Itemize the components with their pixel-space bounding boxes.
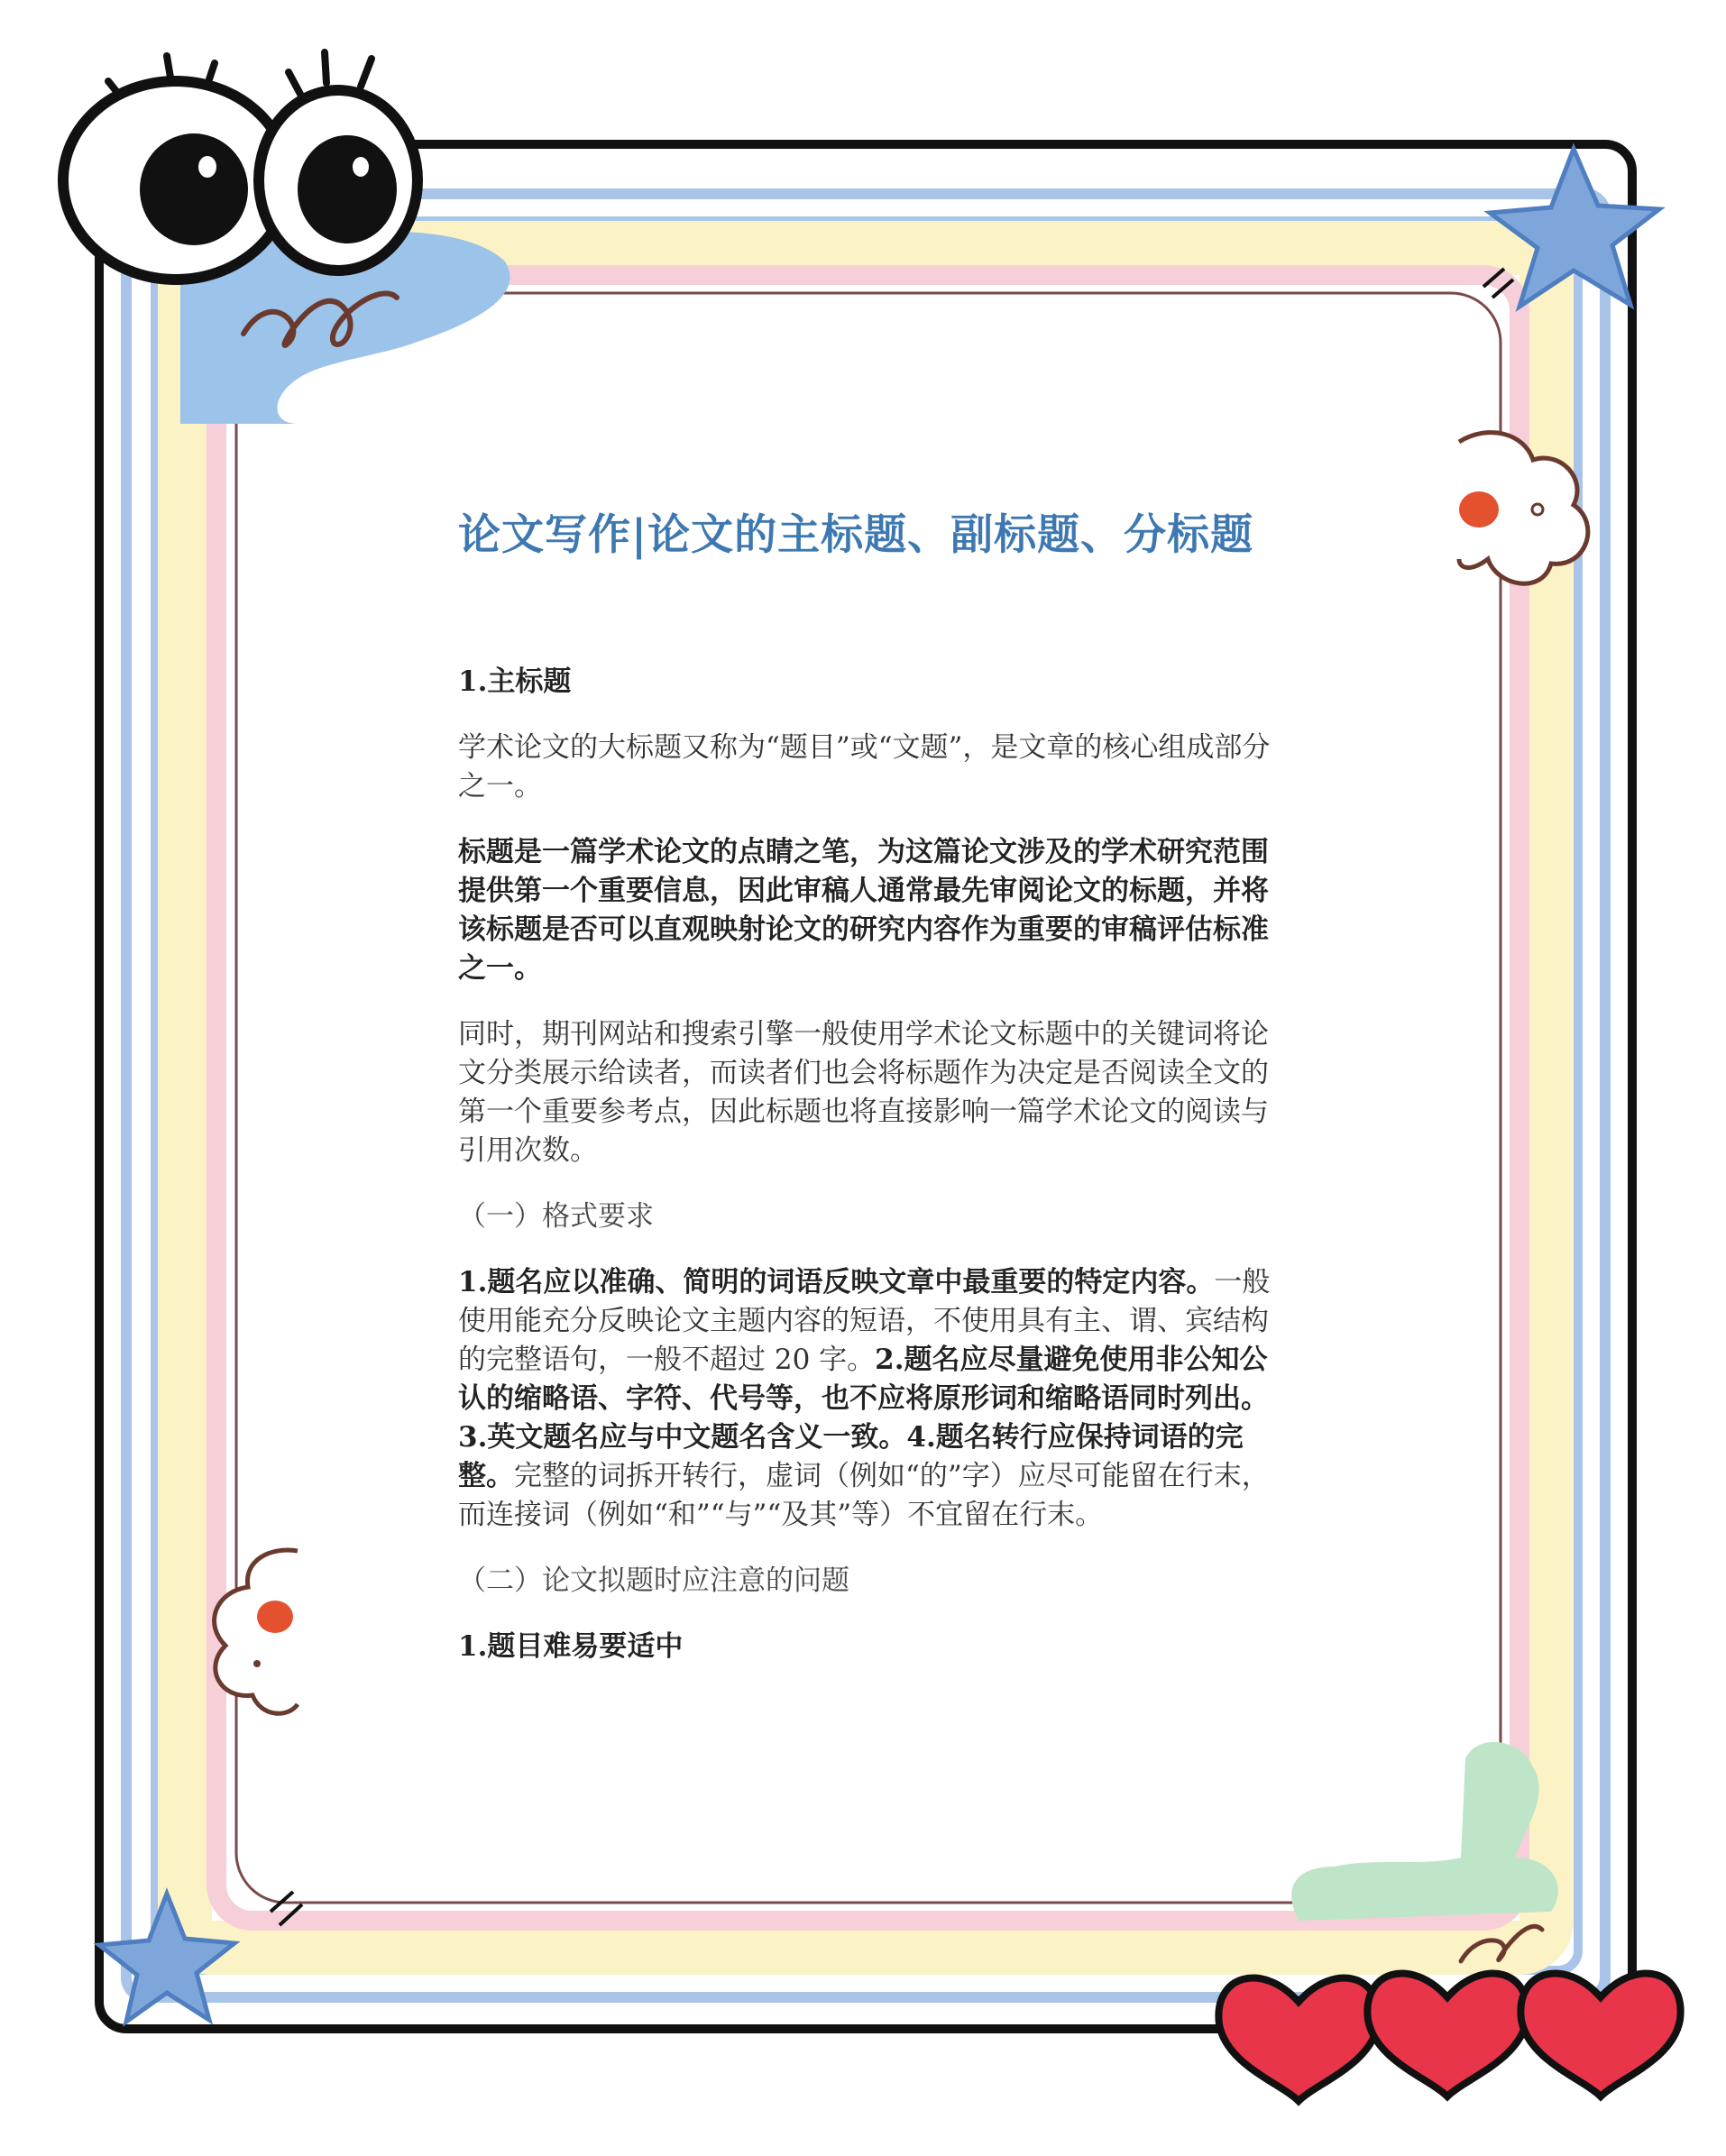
paragraph-bold: 标题是一篇学术论文的点睛之笔，为这篇论文涉及的学术研究范围提供第一个重要信息，因此审稿人通常最先审阅论文的标题，并将该标题是否可以直观映射论文的研究内容作为重要的审稿评估标准之一。 <box>458 836 1269 985</box>
rule-2-bold: 2.题名应尽量避免使用非公知公认的缩略语、字符、代号等，也不应将原形词和缩略语同时列出。 <box>458 1344 1269 1415</box>
paragraph: 同时，期刊网站和搜索引擎一般使用学术论文标题中的关键词将论文分类展示给读者，而读者们也会将标题作为决定是否阅读全文的第一个重要参考点，因此标题也将直接影响一篇学术论文的阅读与引用次数。 <box>458 1018 1269 1167</box>
rules-paragraph <box>458 1263 1290 1535</box>
subsection-heading: （二）论文拟题时应注意的问题 <box>458 1564 849 1597</box>
page-title: 论文写作|论文的主标题、副标题、分标题 <box>458 510 1254 560</box>
section-heading: 1.题目难易要适中 <box>458 1630 684 1663</box>
rule-3-bold: 3.英文题名应与中文题名含义一致。 <box>458 1421 907 1454</box>
heart-icon <box>1218 1974 1680 2101</box>
rule-4-text: 完整的词拆开转行，虚词（例如“的”字）应尽可能留在行末，而连接词（例如“和”“与”“及其”等）不宜留在行末。 <box>458 1460 1270 1531</box>
section-heading: 1.主标题 <box>458 665 572 698</box>
rule-1-bold: 1.题名应以准确、简明的词语反映文章中最重要的特定内容。 <box>458 1266 1215 1298</box>
rule-4-bold: 4.题名转行应保持词语的完整。 <box>458 1421 1244 1492</box>
eyes-icon <box>63 52 418 280</box>
rule-1-text: 一般使用能充分反映论文主题内容的短语，不使用具有主、谓、宾结构的完整语句，一般不超过 20 字。 <box>458 1266 1271 1376</box>
subsection-heading: （一）格式要求 <box>458 1200 654 1233</box>
flower-icon <box>215 1550 298 1713</box>
paragraph: 学术论文的大标题又称为“题目”或“文题”，是文章的核心组成部分之一。 <box>458 731 1271 803</box>
